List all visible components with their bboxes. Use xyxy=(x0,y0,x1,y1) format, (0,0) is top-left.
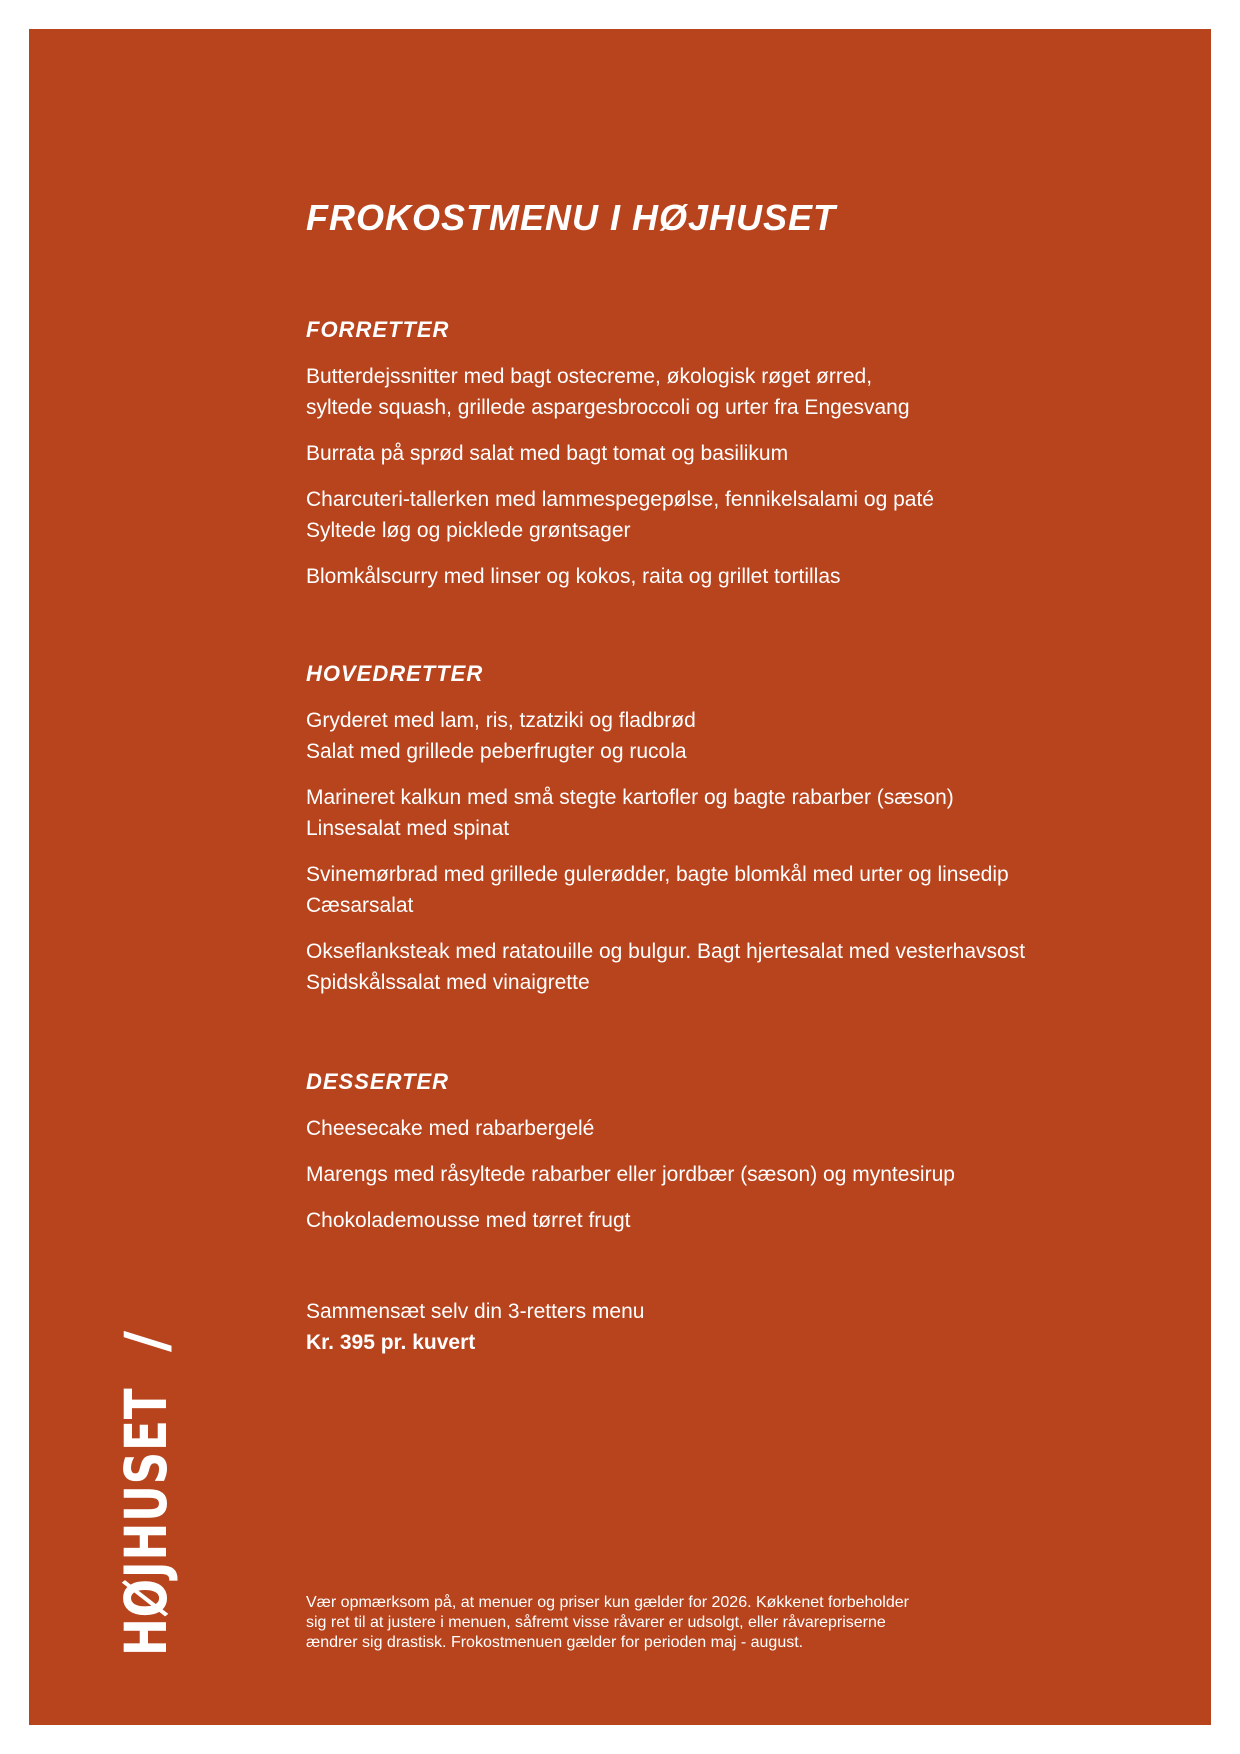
footnote-line: sig ret til at justere i menuen, såfremt visse råvarer er udsolgt, eller råvarepriserne xyxy=(306,1614,886,1631)
dish-item xyxy=(306,484,1166,546)
hojhuset-logo xyxy=(112,1329,180,1656)
dish-line: syltede squash, grillede aspargesbroccoli og urter fra Engesvang xyxy=(306,396,910,419)
dish-item xyxy=(306,705,1166,767)
section-heading: DESSERTER xyxy=(306,1069,450,1094)
dish-item xyxy=(306,782,1166,844)
dish-line: Burrata på sprød salat med bagt tomat og basilikum xyxy=(306,442,789,465)
section-heading: HOVEDRETTER xyxy=(306,661,484,686)
section-heading: FORRETTER xyxy=(306,317,450,342)
dish-item xyxy=(306,1159,1166,1190)
price-block xyxy=(306,1296,644,1358)
section-hovedretter xyxy=(306,661,1166,1013)
dish-item xyxy=(306,859,1166,921)
dish-line: Blomkålscurry med linser og kokos, raita og grillet tortillas xyxy=(306,565,841,588)
dish-line: Marineret kalkun med små stegte kartofler og bagte rabarber (sæson) xyxy=(306,786,954,809)
dish-line: Salat med grillede peberfrugter og rucola xyxy=(306,740,687,763)
dish-item xyxy=(306,1113,1166,1144)
logo-wordmark: HØJHUSET xyxy=(112,1387,180,1656)
section-desserter xyxy=(306,1069,1166,1251)
menu-panel xyxy=(29,29,1211,1725)
dish-line: Chokolademousse med tørret frugt xyxy=(306,1209,631,1232)
price-amount: Kr. 395 pr. kuvert xyxy=(306,1331,476,1354)
dish-item xyxy=(306,438,1166,469)
dish-line: Butterdejssnitter med bagt ostecreme, økologisk røget ørred, xyxy=(306,365,873,388)
dish-line: Gryderet med lam, ris, tzatziki og fladbrød xyxy=(306,709,696,732)
footnote-line: ændrer sig drastisk. Frokostmenuen gælder for perioden maj - august. xyxy=(306,1634,804,1651)
dish-line: Cheesecake med rabarbergelé xyxy=(306,1117,595,1140)
dish-line: Syltede løg og picklede grøntsager xyxy=(306,519,631,542)
section-forretter xyxy=(306,317,1166,607)
logo-slash: / xyxy=(112,1329,180,1352)
dish-line: Okseflanksteak med ratatouille og bulgur. Bagt hjertesalat med vesterhavsost xyxy=(306,940,1026,963)
footnote xyxy=(306,1593,1026,1653)
dish-item xyxy=(306,1205,1166,1236)
footnote-line: Vær opmærksom på, at menuer og priser kun gælder for 2026. Køkkenet forbeholder xyxy=(306,1594,909,1611)
dish-line: Cæsarsalat xyxy=(306,894,414,917)
menu-title: FROKOSTMENU I HØJHUSET xyxy=(306,197,837,238)
dish-line: Charcuteri-tallerken med lammespegepølse, fennikelsalami og paté xyxy=(306,488,934,511)
dish-line: Marengs med råsyltede rabarber eller jordbær (sæson) og myntesirup xyxy=(306,1163,955,1186)
dish-line: Svinemørbrad med grillede gulerødder, bagte blomkål med urter og linsedip xyxy=(306,863,1009,886)
dish-item xyxy=(306,936,1166,998)
dish-item xyxy=(306,561,1166,592)
price-intro: Sammensæt selv din 3-retters menu xyxy=(306,1300,645,1323)
dish-line: Spidskålssalat med vinaigrette xyxy=(306,971,590,994)
dish-line: Linsesalat med spinat xyxy=(306,817,510,840)
dish-item xyxy=(306,361,1166,423)
